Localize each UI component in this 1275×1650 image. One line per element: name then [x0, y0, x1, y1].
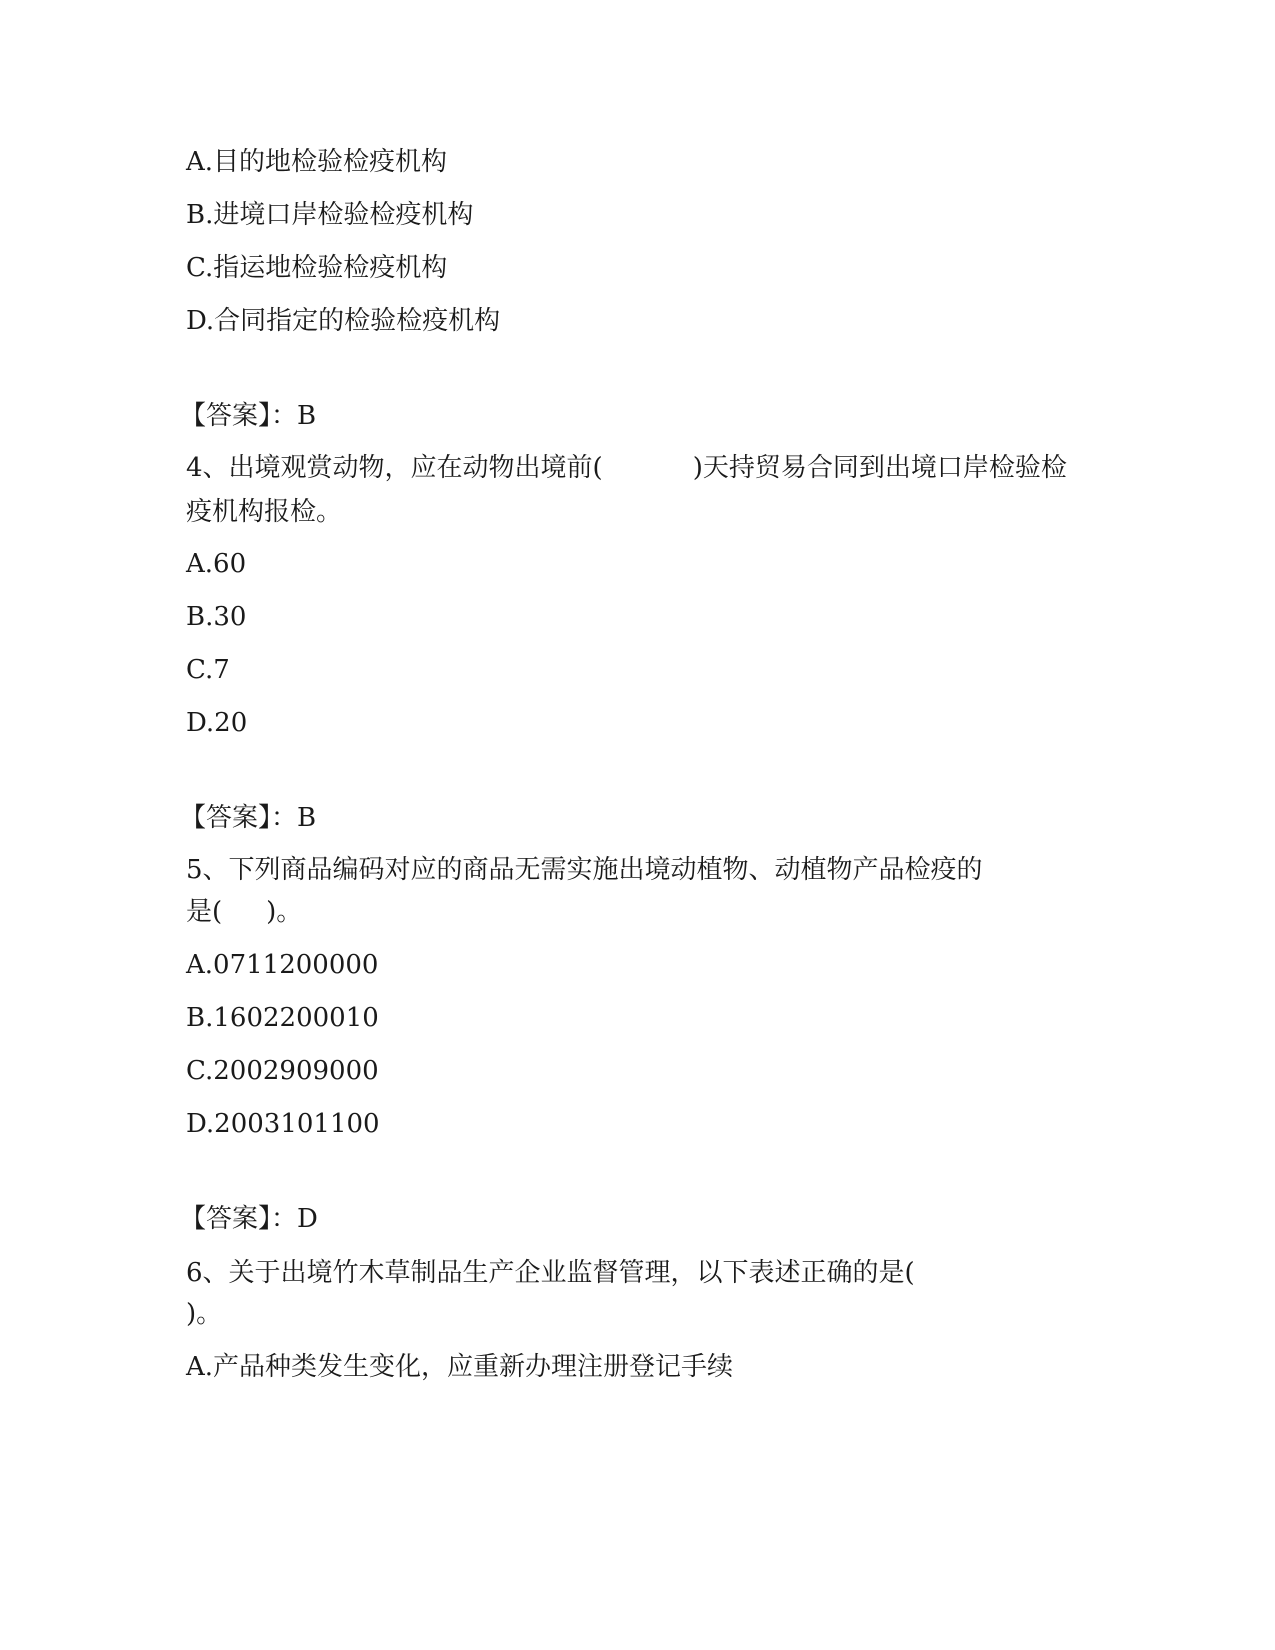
- q5-stem-line1: 5、下列商品编码对应的商品无需实施出境动植物、动植物产品检疫的: [186, 855, 983, 885]
- q5-option-d: D.2003101100: [186, 1109, 380, 1139]
- q3-option-c: C.指运地检验检疫机构: [186, 253, 448, 283]
- q5-stem-line2-a: 是(: [186, 897, 223, 927]
- q3-answer: 【答案】：B: [180, 401, 317, 431]
- q4-stem-part1: 4、出境观赏动物，应在动物出境前(: [186, 453, 603, 483]
- q5-stem-line2: [186, 896, 302, 928]
- q4-stem-part2: )天持贸易合同到出境口岸检验检疫机构报检。: [186, 453, 1067, 527]
- q3-option-b: B.进境口岸检验检疫机构: [186, 200, 474, 230]
- q5-option-b: B.1602200010: [186, 1003, 379, 1033]
- q4-option-d: D.20: [186, 708, 248, 738]
- q4-option-a: A.60: [186, 549, 247, 579]
- q4-answer: 【答案】：B: [180, 803, 317, 833]
- q5-answer: 【答案】：D: [180, 1204, 318, 1234]
- q3-option-a: A.目的地检验检疫机构: [186, 147, 448, 177]
- q4-option-b: B.30: [186, 602, 247, 632]
- q6-option-a: A.产品种类发生变化，应重新办理注册登记手续: [186, 1352, 734, 1382]
- q5-option-a: A.0711200000: [186, 950, 379, 980]
- q5-option-c: C.2002909000: [186, 1056, 379, 1086]
- q6-stem-line2: )。: [186, 1299, 223, 1329]
- q4-stem: [186, 446, 1086, 534]
- q4-option-c: C.7: [186, 655, 230, 685]
- q6-stem-line1: 6、关于出境竹木草制品生产企业监督管理，以下表述正确的是(: [186, 1258, 915, 1288]
- q3-option-d: D.合同指定的检验检疫机构: [186, 306, 501, 336]
- q5-stem-line2-b: )。: [266, 897, 303, 927]
